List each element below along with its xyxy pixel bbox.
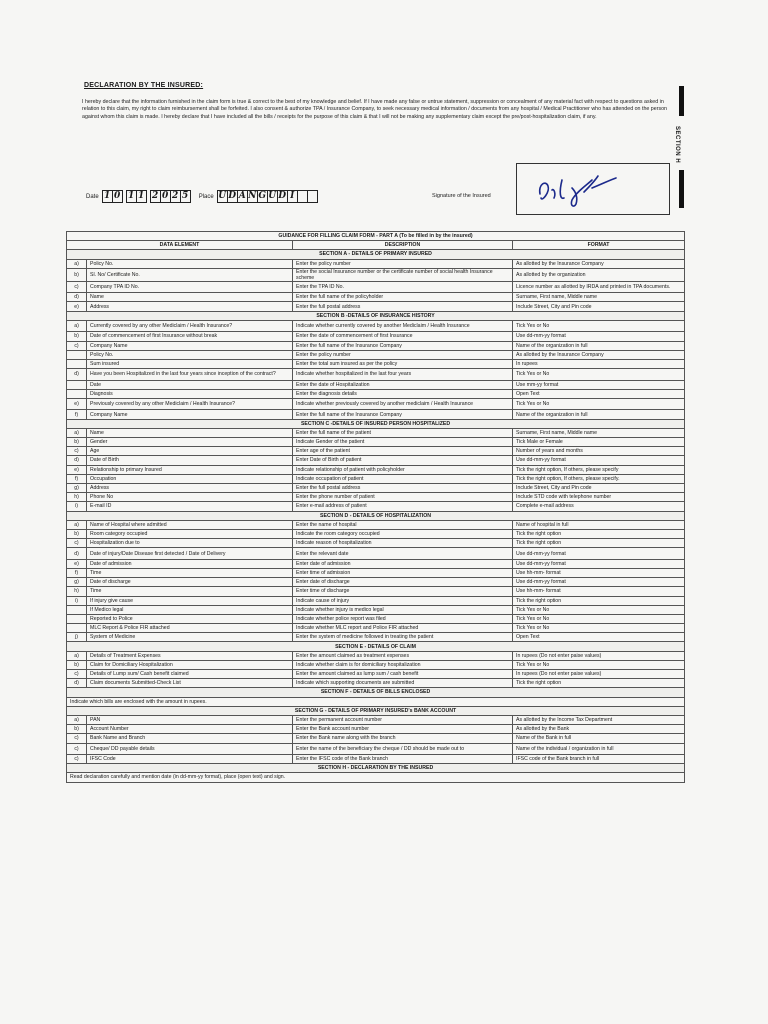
table-row [67,734,685,743]
table-row [67,380,685,389]
description-cell: Enter the full name of the Insurance Company [293,410,513,419]
format-cell: Use hh-mm- format [513,568,685,577]
row-letter: e) [67,465,87,474]
table-row [67,520,685,529]
format-cell: Surname, First name, Middle name [513,428,685,437]
description-cell: Indicate cause of injury [293,596,513,605]
table-row [67,447,685,456]
description-cell: Enter the policy number [293,259,513,268]
data-element-cell: Policy No. [87,259,293,268]
place-char: D [228,191,237,201]
table-row [67,474,685,483]
format-cell: Tick Yes or No [513,320,685,332]
table-row [67,281,685,293]
format-cell: IFSC code of the Bank branch in full [513,755,685,764]
row-letter: a) [67,520,87,529]
row-letter: d) [67,679,87,688]
description-cell: Enter the Bank name along with the branch [293,734,513,743]
format-cell: Use hh-mm- format [513,587,685,596]
data-element-cell: Address [87,302,293,311]
row-letter: a) [67,320,87,332]
format-cell: As allotted by the Insurance Company [513,259,685,268]
format-cell: As allotted by the Insurance Company [513,350,685,359]
place-char: U [218,191,227,201]
row-letter: c) [67,734,87,743]
format-cell: Tick Yes or No [513,660,685,669]
description-cell: Enter the amount claimed as lump sum / cash benefit [293,670,513,679]
table-row [67,773,685,782]
table-row [67,268,685,281]
data-element-cell: Occupation [87,474,293,483]
data-element-cell: Date of discharge [87,578,293,587]
date-year-field[interactable] [150,190,191,203]
data-element-cell: Details of Lump sum/ Cash benefit claimed [87,670,293,679]
description-cell: Indicate whether police report was filed [293,614,513,623]
row-letter [67,359,87,368]
col-header-description: DESCRIPTION [293,241,513,250]
format-cell: Number of years and months [513,447,685,456]
guidance-table [66,231,685,783]
format-cell: Name of the individual / organization in full [513,743,685,755]
data-element-cell: Relationship to primary Insured [87,465,293,474]
data-element-cell: Cheque/ DD payable details [87,743,293,755]
row-letter: c) [67,447,87,456]
format-cell: Tick Yes or No [513,614,685,623]
instruction-text: Read declaration carefully and mention date (in dd-mm-yy format), place (open text) and sign. [67,773,685,782]
table-row [67,369,685,381]
description-cell: Indicate whether claim is for domiciliary hospitalization [293,660,513,669]
table-row [67,660,685,669]
format-cell: Include STD code with telephone number [513,493,685,502]
table-row [67,465,685,474]
row-letter: d) [67,456,87,465]
table-row [67,502,685,511]
data-element-cell: IFSC Code [87,755,293,764]
description-cell: Indicate Gender of the patient [293,438,513,447]
table-row [67,493,685,502]
side-marker-bar [679,86,684,116]
format-cell: Open Text [513,389,685,398]
data-element-cell: Policy No. [87,350,293,359]
date-digit: 1 [127,191,137,202]
format-cell: Name of the Bank in full [513,734,685,743]
table-row [67,614,685,623]
row-letter: h) [67,493,87,502]
description-cell: Enter time of discharge [293,587,513,596]
data-element-cell: Company Name [87,410,293,419]
table-row [67,548,685,560]
section-header-row [67,764,685,773]
description-cell: Enter the total sum insured as per the policy [293,359,513,368]
table-row [67,755,685,764]
row-letter [67,624,87,633]
data-element-cell: Currently covered by any other Mediclaim / Health Insurance? [87,320,293,332]
format-cell: Tick Yes or No [513,369,685,381]
row-letter: e) [67,302,87,311]
section-title: SECTION A - DETAILS OF PRIMARY INSURED [67,250,685,259]
table-row [67,568,685,577]
format-cell: Tick the right option [513,596,685,605]
description-cell: Enter the full name of the Insurance Company [293,341,513,350]
format-cell: As allotted by the Income Tax Department [513,715,685,724]
row-letter: f) [67,474,87,483]
row-letter: h) [67,587,87,596]
description-cell: Enter Date of Birth of patient [293,456,513,465]
data-element-cell: E-mail ID [87,502,293,511]
table-row [67,350,685,359]
row-letter: g) [67,578,87,587]
data-element-cell: If injury give cause [87,596,293,605]
data-element-cell: MLC Report & Police FIR attached [87,624,293,633]
data-element-cell: Gender [87,438,293,447]
guidance-title: GUIDANCE FOR FILLING CLAIM FORM - PART A (To be filled in by the insured) [67,232,685,241]
row-letter [67,605,87,614]
format-cell: Name of the organization in full [513,410,685,419]
row-letter: e) [67,559,87,568]
row-letter: c) [67,281,87,293]
row-letter [67,389,87,398]
table-row [67,483,685,492]
row-letter: f) [67,410,87,419]
table-row [67,293,685,302]
table-row [67,398,685,410]
row-letter: c) [67,539,87,548]
description-cell: Enter the phone number of patient [293,493,513,502]
guidance-table-body [67,250,685,782]
table-row [67,596,685,605]
place-label: Place [198,193,214,200]
table-row [67,725,685,734]
table-row [67,302,685,311]
place-char: N [248,191,257,201]
data-element-cell: Name of Hospital where admitted [87,520,293,529]
description-cell: Enter the name of hospital [293,520,513,529]
description-cell: Indicate whether previously covered by another mediclaim / Health Insurance [293,398,513,410]
format-cell: Use dd-mm-yy format [513,332,685,341]
declaration-text: I hereby declare that the information furnished in the claim form is true & correct to the best of my knowledge and belief. If I have made any false or untrue statement, suppression or concealment of any material fact with respect to questions asked in relation to this claim, my right to claim reimbursement shall be forfeited. I also consent & authorize TPA / Insurance Company, to seek necessary medical information / documents from any hospital / Medical Practitioner who has attended on the person against whom this claim is made. I hereby declare that I have included all the bills / receipts for the purpose of this claim & that I will not be making any supplementary claim except the pre/post-hospitalization claim, if any. [82,99,668,120]
description-cell: Indicate occupation of patient [293,474,513,483]
data-element-cell: Diagnosis [87,389,293,398]
data-element-cell: Bank Name and Branch [87,734,293,743]
data-element-cell: Name [87,428,293,437]
description-cell: Indicate whether hospitalized in the last four years [293,369,513,381]
row-letter: f) [67,568,87,577]
format-cell: Include Street, City and Pin code [513,483,685,492]
format-cell: Tick Yes or No [513,398,685,410]
table-row [67,587,685,596]
format-cell: Complete e-mail address [513,502,685,511]
table-row [67,651,685,660]
section-header-row [67,688,685,697]
description-cell: Enter the IFSC code of the Bank branch [293,755,513,764]
table-row [67,332,685,341]
format-cell: Include Street, City and Pin code [513,302,685,311]
format-cell: Tick the right option, If others, please specify. [513,474,685,483]
format-cell: In rupees (Do not enter paise values) [513,651,685,660]
section-header-row [67,250,685,259]
format-cell: Open Text [513,633,685,642]
date-digit: 1 [103,191,113,202]
row-letter: b) [67,725,87,734]
row-letter: g) [67,483,87,492]
table-row [67,359,685,368]
table-row [67,578,685,587]
data-element-cell: Account Number [87,725,293,734]
section-side-label: SECTION H [674,126,680,164]
format-cell: Use dd-mm-yy format [513,456,685,465]
data-element-cell: Date [87,380,293,389]
description-cell: Enter the relevant date [293,548,513,560]
table-row [67,633,685,642]
table-row [67,410,685,419]
col-header-format: FORMAT [513,241,685,250]
format-cell: In rupees [513,359,685,368]
data-element-cell: Claim for Domiciliary Hospitalization [87,660,293,669]
description-cell: Enter the full postal address [293,302,513,311]
place-char: D [278,191,287,201]
section-header-row [67,311,685,320]
row-letter: c) [67,755,87,764]
date-digit: 2 [171,191,181,202]
description-cell: Enter the permanent account number [293,715,513,724]
data-element-cell: Sum insured [87,359,293,368]
place-char: A [238,191,248,202]
description-cell: Indicate whether currently covered by another Mediclaim / Health Insurance [293,320,513,332]
row-letter: a) [67,259,87,268]
table-row [67,438,685,447]
description-cell: Enter date of discharge [293,578,513,587]
description-cell: Enter age of the patient [293,447,513,456]
data-element-cell: Previously covered by any other Mediclaim / Health Insurance? [87,398,293,410]
row-letter: b) [67,268,87,281]
format-cell: As allotted by the organization [513,268,685,281]
date-digit: 5 [182,191,189,201]
description-cell: Enter the Bank account number [293,725,513,734]
description-cell: Enter e-mail address of patient [293,502,513,511]
col-header-data-element: DATA ELEMENT [67,241,293,250]
table-row [67,743,685,755]
section-title: SECTION C -DETAILS OF INSURED PERSON HOSPITALIZED [67,419,685,428]
row-letter: b) [67,529,87,538]
description-cell: Enter the diagnosis details [293,389,513,398]
data-element-cell: System of Medicine [87,633,293,642]
data-element-cell: Date of admission [87,559,293,568]
signature-image [532,168,622,210]
data-element-cell: Time [87,568,293,577]
signature-label: Signature of the Insured [432,193,491,199]
row-letter: b) [67,438,87,447]
description-cell: Enter the TPA ID No. [293,281,513,293]
row-letter: e) [67,398,87,410]
row-letter: b) [67,660,87,669]
section-header-row [67,642,685,651]
table-row [67,456,685,465]
description-cell: Indicate whether injury is medico legal [293,605,513,614]
section-title: SECTION D - DETAILS OF HOSPITALIZATION [67,511,685,520]
row-letter [67,614,87,623]
section-title: SECTION E - DETAILS OF CLAIM [67,642,685,651]
description-cell: Indicate whether MLC report and Police FIR attached [293,624,513,633]
description-cell: Enter the full name of the policyholder [293,293,513,302]
table-row [67,679,685,688]
data-element-cell: Details of Treatment Expenses [87,651,293,660]
description-cell: Enter the date of Hospitalization [293,380,513,389]
data-element-cell: Address [87,483,293,492]
format-cell: Tick the right option [513,539,685,548]
description-cell: Enter date of admission [293,559,513,568]
row-letter: d) [67,369,87,381]
data-element-cell: Date of commencement of first Insurance without break [87,332,293,341]
data-element-cell: Phone No [87,493,293,502]
table-row [67,428,685,437]
description-cell: Indicate the room category occupied [293,529,513,538]
date-digit: 0 [161,191,171,202]
row-letter [67,350,87,359]
row-letter: j) [67,633,87,642]
table-row [67,559,685,568]
description-cell: Enter the social Insurance number or the certificate number of social health Insurance scheme [293,268,513,281]
place-char: I [288,191,298,202]
date-digit: 2 [151,191,161,202]
date-place-row [86,190,318,203]
row-letter: b) [67,332,87,341]
date-digit: 1 [138,191,145,201]
section-title: SECTION G - DETAILS OF PRIMARY INSURED's BANK ACCOUNT [67,706,685,715]
description-cell: Enter the name of the beneficiary the cheque / DD should be made out to [293,743,513,755]
date-label: Date [86,193,99,200]
format-cell: Use mm-yy format [513,380,685,389]
table-row [67,624,685,633]
date-day-field[interactable] [102,190,123,203]
table-row [67,389,685,398]
data-element-cell: Sl. No/ Certificate No. [87,268,293,281]
data-element-cell: Name [87,293,293,302]
table-row [67,341,685,350]
format-cell: Name of the organization in full [513,341,685,350]
description-cell: Enter time of admission [293,568,513,577]
table-row [67,539,685,548]
format-cell: Tick the right option [513,679,685,688]
row-letter: c) [67,341,87,350]
declaration-title: DECLARATION BY THE INSURED: [84,82,204,89]
format-cell: Use dd-mm-yy format [513,578,685,587]
data-element-cell: Company Name [87,341,293,350]
row-letter: c) [67,670,87,679]
row-letter: c) [67,743,87,755]
data-element-cell: Reported to Police [87,614,293,623]
table-row [67,259,685,268]
section-title: SECTION B -DETAILS OF INSURANCE HISTORY [67,311,685,320]
format-cell: As allotted by the Bank [513,725,685,734]
format-cell: Use dd-mm-yy format [513,548,685,560]
place-char: G [258,191,267,201]
row-letter: d) [67,548,87,560]
section-header-row [67,511,685,520]
data-element-cell: Have you been Hospitalized in the last four years since inception of the contract? [87,369,293,381]
table-row [67,715,685,724]
description-cell: Enter the full name of the patient [293,428,513,437]
description-cell: Enter the amount claimed as treatment expenses [293,651,513,660]
row-letter: a) [67,651,87,660]
format-cell: Tick the right option [513,529,685,538]
place-char: U [268,191,277,201]
table-row [67,320,685,332]
row-letter [67,380,87,389]
row-letter: i) [67,596,87,605]
section-title: SECTION F - DETAILS OF BILLS ENCLOSED [67,688,685,697]
format-cell: Tick Yes or No [513,605,685,614]
data-element-cell: Hospitalization due to [87,539,293,548]
format-cell: Name of hospital in full [513,520,685,529]
data-element-cell: Date of Birth [87,456,293,465]
row-letter: a) [67,428,87,437]
data-element-cell: Company TPA ID No. [87,281,293,293]
table-row [67,697,685,706]
data-element-cell: Room category occupied [87,529,293,538]
description-cell: Indicate relationship of patient with policyholder [293,465,513,474]
section-header-row [67,706,685,715]
row-letter: i) [67,502,87,511]
format-cell: Licence number as allotted by IRDA and printed in TPA documents. [513,281,685,293]
instruction-text: Indicate which bills are enclosed with the amount in rupees. [67,697,685,706]
section-title: SECTION H - DECLARATION BY THE INSURED [67,764,685,773]
row-letter: a) [67,715,87,724]
date-digit: 0 [114,191,121,201]
description-cell: Indicate reason of hospitalization [293,539,513,548]
row-letter: d) [67,293,87,302]
side-marker-bar [679,170,684,208]
data-element-cell: Time [87,587,293,596]
format-cell: Use dd-mm-yy format [513,559,685,568]
description-cell: Enter the date of commencement of first Insurance [293,332,513,341]
format-cell: Tick Male or Female [513,438,685,447]
description-cell: Indicate which supporting documents are submitted [293,679,513,688]
data-element-cell: If Medico legal [87,605,293,614]
data-element-cell: PAN [87,715,293,724]
description-cell: Enter the policy number [293,350,513,359]
data-element-cell: Date of injury/Date Disease first detected / Date of Delivery [87,548,293,560]
table-row [67,605,685,614]
data-element-cell: Claim documents Submitted-Check List [87,679,293,688]
description-cell: Enter the system of medicine followed in treating the patient [293,633,513,642]
format-cell: In rupees (Do not enter paise values) [513,670,685,679]
description-cell: Enter the full postal address [293,483,513,492]
format-cell: Tick Yes or No [513,624,685,633]
date-month-field[interactable] [126,190,147,203]
section-header-row [67,419,685,428]
format-cell: Tick the right option, If others, please specify [513,465,685,474]
table-row [67,529,685,538]
format-cell: Surname, First name, Middle name [513,293,685,302]
table-row [67,670,685,679]
data-element-cell: Age [87,447,293,456]
place-field[interactable] [217,190,318,203]
